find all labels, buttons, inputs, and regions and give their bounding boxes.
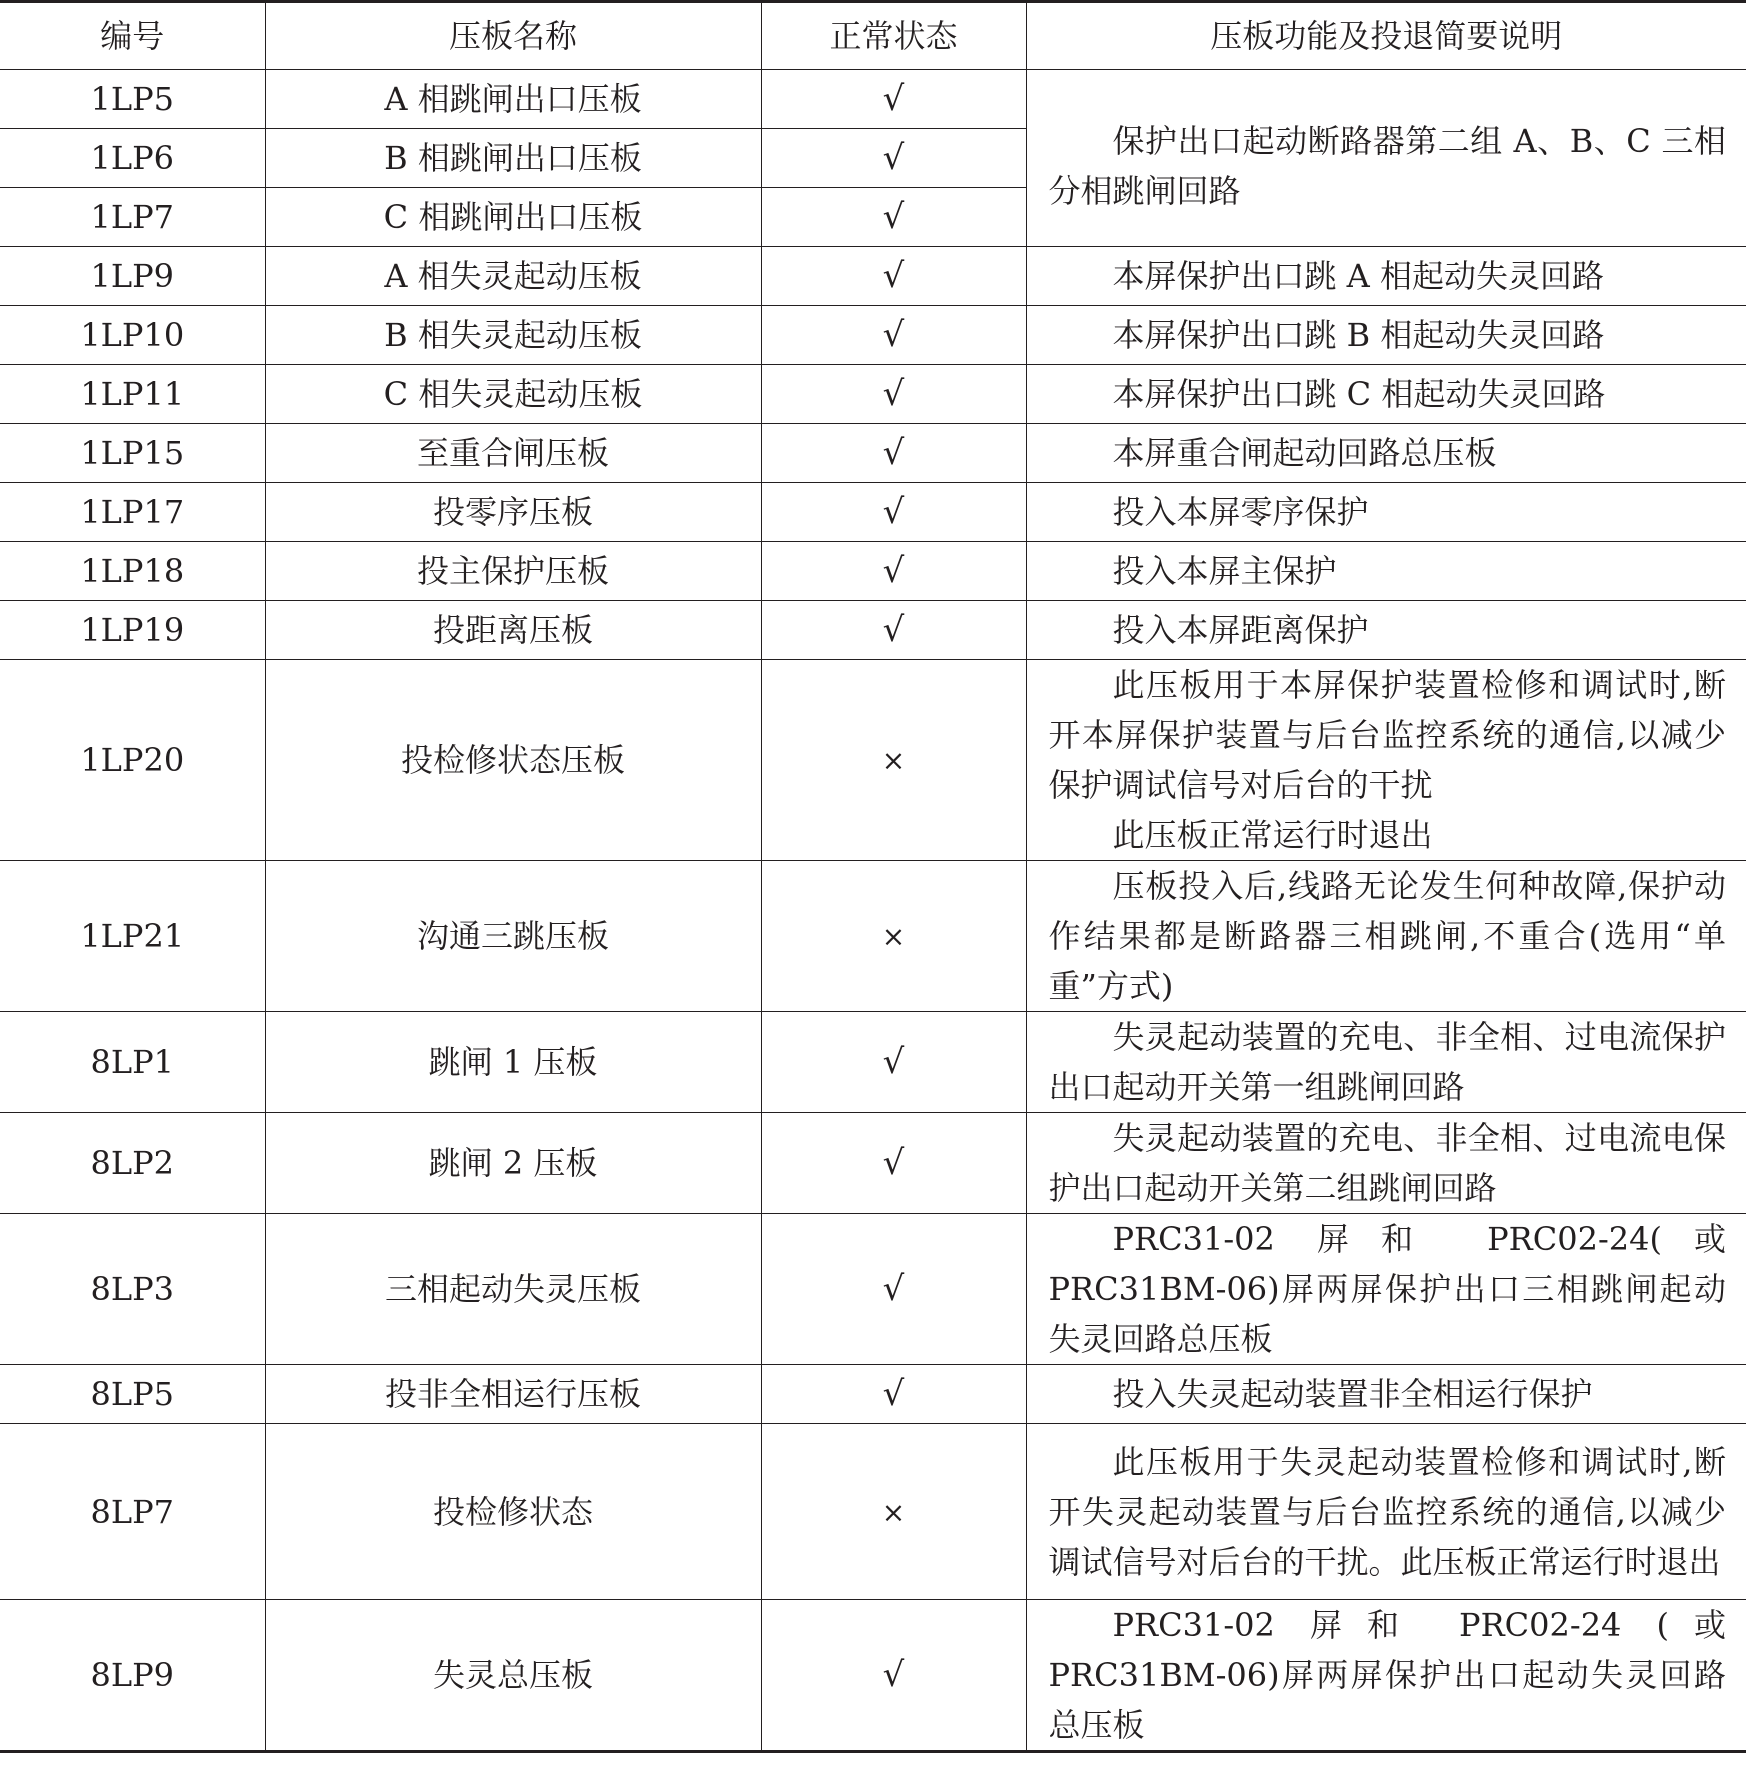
cell-id: 1LP21 xyxy=(0,861,265,1012)
cell-id: 1LP18 xyxy=(0,542,265,601)
cell-name: 三相起动失灵压板 xyxy=(265,1214,761,1365)
cell-state xyxy=(761,542,1026,601)
cell-state xyxy=(761,1600,1026,1752)
check-mark: √ xyxy=(882,1042,905,1082)
check-mark: √ xyxy=(882,197,905,237)
check-mark: √ xyxy=(882,610,905,650)
cell-name: 投主保护压板 xyxy=(265,542,761,601)
table-row xyxy=(0,247,1746,306)
cell-description xyxy=(1026,483,1746,542)
table-row xyxy=(0,1365,1746,1424)
cross-mark: × xyxy=(881,744,906,777)
table-row xyxy=(0,542,1746,601)
header-name: 压板名称 xyxy=(265,2,761,70)
cell-id: 1LP10 xyxy=(0,306,265,365)
cell-name: 沟通三跳压板 xyxy=(265,861,761,1012)
cell-state xyxy=(761,1214,1026,1365)
cell-state xyxy=(761,1365,1026,1424)
cell-state xyxy=(761,247,1026,306)
cell-description xyxy=(1026,1600,1746,1752)
cell-description xyxy=(1026,542,1746,601)
description-paragraph: 此压板正常运行时退出 xyxy=(1112,816,1433,854)
cell-name: 投检修状态 xyxy=(265,1424,761,1600)
cell-description xyxy=(1026,861,1746,1012)
cell-description xyxy=(1026,1113,1746,1214)
cell-state xyxy=(761,1113,1026,1214)
cell-state xyxy=(761,70,1026,129)
table-row xyxy=(0,70,1746,129)
table-row xyxy=(0,1600,1746,1752)
cell-name: 至重合闸压板 xyxy=(265,424,761,483)
cell-name: B 相失灵起动压板 xyxy=(265,306,761,365)
cell-id: 8LP7 xyxy=(0,1424,265,1600)
cell-state xyxy=(761,129,1026,188)
cell-id: 1LP9 xyxy=(0,247,265,306)
cell-description xyxy=(1026,70,1746,247)
cell-id: 8LP3 xyxy=(0,1214,265,1365)
cell-name: A 相失灵起动压板 xyxy=(265,247,761,306)
check-mark: √ xyxy=(882,1374,905,1414)
check-mark: √ xyxy=(882,138,905,178)
description-paragraph: 保护出口起动断路器第二组 A、B、C 三相分相跳闸回路 xyxy=(1048,122,1726,210)
check-mark: √ xyxy=(882,1655,905,1695)
header-id: 编号 xyxy=(0,2,265,70)
table-row xyxy=(0,1424,1746,1600)
header-description: 压板功能及投退简要说明 xyxy=(1026,2,1746,70)
description-paragraph: 投入本屏主保护 xyxy=(1112,552,1337,590)
description-paragraph: 此压板用于本屏保护装置检修和调试时,断开本屏保护装置与后台监控系统的通信,以减少保护调试信号对后台的干扰 xyxy=(1048,666,1726,804)
cell-name: 失灵总压板 xyxy=(265,1600,761,1752)
cell-state xyxy=(761,483,1026,542)
cross-mark: × xyxy=(881,920,906,953)
cell-id: 1LP5 xyxy=(0,70,265,129)
check-mark: √ xyxy=(882,433,905,473)
cross-mark: × xyxy=(881,1495,906,1529)
cell-name: 跳闸 1 压板 xyxy=(265,1012,761,1113)
cell-id: 1LP11 xyxy=(0,365,265,424)
cell-id: 8LP9 xyxy=(0,1600,265,1752)
cell-id: 1LP15 xyxy=(0,424,265,483)
cell-name: 投检修状态压板 xyxy=(265,660,761,861)
description-paragraph: 失灵起动装置的充电、非全相、过电流电保护出口起动开关第二组跳闸回路 xyxy=(1048,1119,1726,1207)
cell-description xyxy=(1026,247,1746,306)
table-row xyxy=(0,306,1746,365)
cell-description xyxy=(1026,1214,1746,1365)
check-mark: √ xyxy=(882,1269,905,1309)
cell-id: 8LP5 xyxy=(0,1365,265,1424)
cell-description xyxy=(1026,306,1746,365)
table-row xyxy=(0,483,1746,542)
cell-id: 8LP2 xyxy=(0,1113,265,1214)
cell-name: 跳闸 2 压板 xyxy=(265,1113,761,1214)
table-row xyxy=(0,424,1746,483)
table-row xyxy=(0,861,1746,1012)
description-paragraph: 投入失灵起动装置非全相运行保护 xyxy=(1112,1375,1593,1413)
check-mark: √ xyxy=(882,374,905,414)
description-paragraph: 本屏保护出口跳 A 相起动失灵回路 xyxy=(1112,257,1604,295)
description-paragraph: 压板投入后,线路无论发生何种故障,保护动作结果都是断路器三相跳闸,不重合(选用“单重”方式) xyxy=(1048,867,1726,1005)
description-paragraph: 本屏保护出口跳 C 相起动失灵回路 xyxy=(1112,375,1606,413)
cell-description xyxy=(1026,365,1746,424)
cell-state xyxy=(761,601,1026,660)
description-paragraph: 此压板用于失灵起动装置检修和调试时,断开失灵起动装置与后台监控系统的通信,以减少调试信号对后台的干扰。此压板正常运行时退出 xyxy=(1048,1442,1726,1581)
cell-id: 8LP1 xyxy=(0,1012,265,1113)
header-row xyxy=(0,2,1746,70)
table-row xyxy=(0,660,1746,861)
table-row xyxy=(0,1012,1746,1113)
header-state: 正常状态 xyxy=(761,2,1026,70)
check-mark: √ xyxy=(882,551,905,591)
cell-id: 1LP7 xyxy=(0,188,265,247)
description-paragraph: 本屏保护出口跳 B 相起动失灵回路 xyxy=(1112,316,1605,354)
check-mark: √ xyxy=(882,1143,905,1183)
cell-state xyxy=(761,861,1026,1012)
cell-name: 投非全相运行压板 xyxy=(265,1365,761,1424)
cell-name: 投距离压板 xyxy=(265,601,761,660)
description-paragraph: 失灵起动装置的充电、非全相、过电流保护出口起动开关第一组跳闸回路 xyxy=(1048,1018,1726,1106)
cell-name: C 相失灵起动压板 xyxy=(265,365,761,424)
description-paragraph: PRC31-02 屏和 PRC02-24(或 PRC31BM-06)屏两屏保护出口三相跳闸起动失灵回路总压板 xyxy=(1048,1220,1726,1358)
cell-name: C 相跳闸出口压板 xyxy=(265,188,761,247)
table-row xyxy=(0,601,1746,660)
cell-description xyxy=(1026,660,1746,861)
cell-id: 1LP6 xyxy=(0,129,265,188)
description-paragraph: PRC31-02 屏和 PRC02-24 (或 PRC31BM-06)屏两屏保护出口起动失灵回路总压板 xyxy=(1048,1606,1726,1744)
cell-state xyxy=(761,365,1026,424)
cell-id: 1LP19 xyxy=(0,601,265,660)
cell-state xyxy=(761,660,1026,861)
cell-state xyxy=(761,306,1026,365)
table-row xyxy=(0,1214,1746,1365)
cell-description xyxy=(1026,1424,1746,1600)
cell-name: 投零序压板 xyxy=(265,483,761,542)
cell-state xyxy=(761,188,1026,247)
check-mark: √ xyxy=(882,492,905,532)
cell-description xyxy=(1026,1365,1746,1424)
table-row xyxy=(0,365,1746,424)
check-mark: √ xyxy=(882,315,905,355)
cell-state xyxy=(761,1012,1026,1113)
description-paragraph: 投入本屏距离保护 xyxy=(1112,611,1369,649)
description-paragraph: 本屏重合闸起动回路总压板 xyxy=(1112,434,1497,472)
description-paragraph: 投入本屏零序保护 xyxy=(1112,493,1369,531)
cell-description xyxy=(1026,424,1746,483)
cell-name: A 相跳闸出口压板 xyxy=(265,70,761,129)
check-mark: √ xyxy=(882,256,905,296)
check-mark: √ xyxy=(882,79,905,119)
cell-id: 1LP17 xyxy=(0,483,265,542)
table-row xyxy=(0,1113,1746,1214)
cell-id: 1LP20 xyxy=(0,660,265,861)
cell-name: B 相跳闸出口压板 xyxy=(265,129,761,188)
cell-state xyxy=(761,424,1026,483)
cell-description xyxy=(1026,1012,1746,1113)
cell-description xyxy=(1026,601,1746,660)
cell-state xyxy=(761,1424,1026,1600)
